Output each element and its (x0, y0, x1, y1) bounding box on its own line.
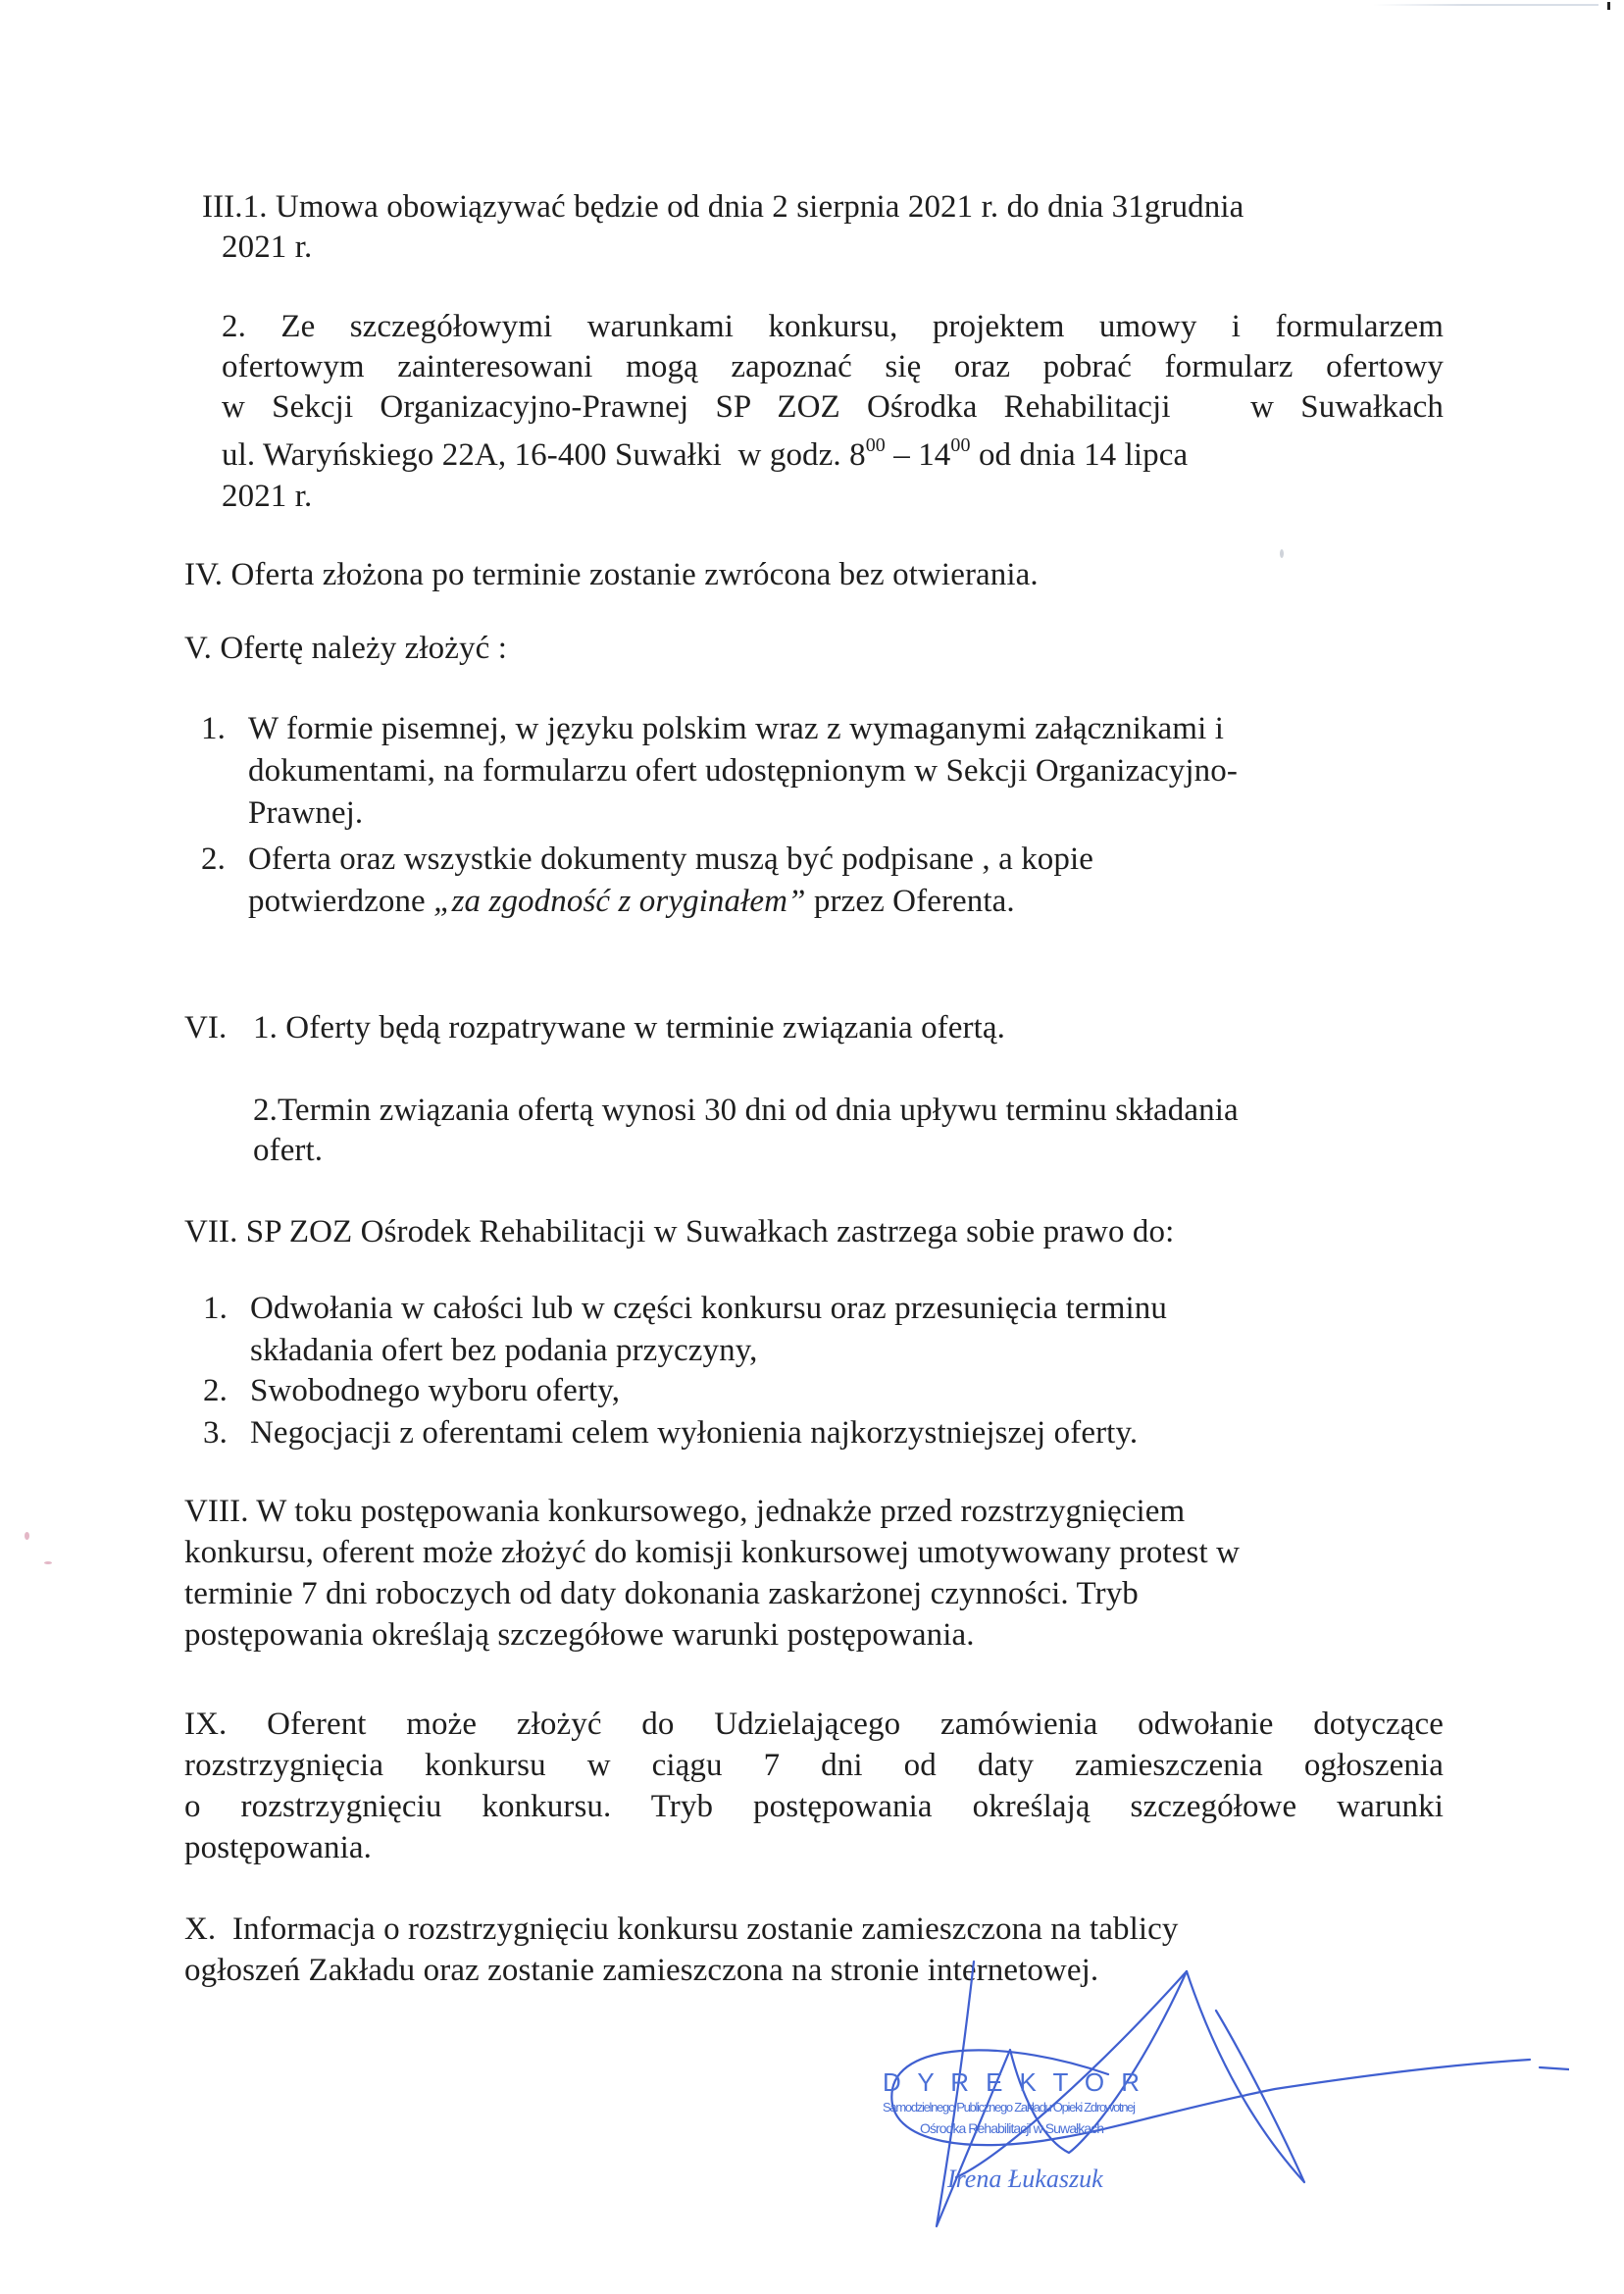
section-iii-item2-line4 (222, 434, 1188, 477)
section-viii-line4: postępowania określają szczegółowe warunki postępowania. (184, 1617, 975, 1653)
section-v-item1 (201, 708, 1238, 835)
section-v-item1-number: 1. (201, 711, 226, 746)
section-iii-item1-line2: 2021 r. (222, 229, 313, 265)
by-bidder-text: przez Oferenta. (805, 884, 1015, 919)
section-vii-item3-text (250, 1412, 1138, 1454)
confirm-text: potwierdzone (248, 884, 434, 919)
section-vii-item2-text (250, 1370, 620, 1412)
stamp-line2: Ośrodka Rehabilitacji w Suwałkach (920, 2120, 1104, 2136)
section-iii-item2-line2: ofertowym zainteresowani mogą zapoznać się oraz pobrać formularz ofertowy (222, 349, 1444, 384)
section-x-line2: ogłoszeń Zakładu oraz zostanie zamieszczona na stronie internetowej. (184, 1953, 1099, 1988)
section-vi-item1: 1. Oferty będą rozpatrywane w terminie związania ofertą. (253, 1010, 1005, 1045)
section-iii-item2-line3: w Sekcji Organizacyjno-Prawnej SP ZOZ Ośrodka Rehabilitacji w Suwałkach (222, 389, 1444, 425)
section-vii-item3-line1: Negocjacji z oferentami celem wyłonienia najkorzystniejszej oferty. (250, 1415, 1139, 1451)
section-ix-line3: o rozstrzygnięciu konkursu. Tryb postępowania określają szczegółowe warunki (184, 1789, 1444, 1824)
section-x-line1: X. Informacja o rozstrzygnięciu konkursu zostanie zamieszczona na tablicy (184, 1912, 1179, 1947)
section-iii-item1-line1: III.1. Umowa obowiązywać będzie od dnia 2 sierpnia 2021 r. do dnia 31grudnia (202, 189, 1244, 225)
section-v-item2 (201, 839, 1093, 923)
section-v-item1-text (248, 708, 1238, 835)
section-v-item1-line3: Prawnej. (248, 795, 364, 831)
section-vii-item2-number: 2. (203, 1373, 228, 1408)
director-stamp-signature (863, 1942, 1569, 2256)
hour-end-superscript: 00 (950, 434, 971, 456)
scan-speck (44, 1561, 52, 1564)
section-vi-item2-line1: 2.Termin związania ofertą wynosi 30 dni od dnia upływu terminu składania (253, 1093, 1239, 1128)
section-vii-item1-line2: składania ofert bez podania przyczyny, (250, 1333, 758, 1368)
section-ix-line4: postępowania. (184, 1830, 373, 1865)
section-v-item2-line1: Oferta oraz wszystkie dokumenty muszą być podpisane , a kopie (248, 841, 1094, 877)
section-vii-item2 (203, 1370, 620, 1412)
section-vii-item1-line1: Odwołania w całości lub w części konkursu oraz przesunięcia terminu (250, 1291, 1167, 1326)
section-viii-line1: VIII. W toku postępowania konkursowego, jednakże przed rozstrzygnięciem (184, 1494, 1186, 1529)
date-text: od dnia 14 lipca (970, 437, 1189, 473)
scan-edge-artifact (1373, 4, 1599, 6)
section-iii-item2-line1: 2. Ze szczegółowymi warunkami konkursu, projektem umowy i formularzem (222, 309, 1444, 344)
hour-dash: – 14 (885, 437, 951, 473)
section-iv-text: IV. Oferta złożona po terminie zostanie zwrócona bez otwierania. (184, 557, 1039, 592)
certified-copy-phrase: „za zgodność z oryginałem” (433, 884, 806, 919)
scan-mark-artifact (1607, 2, 1610, 10)
hour-start-superscript: 00 (865, 434, 886, 456)
section-ix-line1: IX. Oferent może złożyć do Udzielającego zamówienia odwołanie dotyczące (184, 1707, 1444, 1742)
section-vii-heading: VII. SP ZOZ Ośrodek Rehabilitacji w Suwałkach zastrzega sobie prawo do: (184, 1214, 1175, 1249)
section-v-item1-line2: dokumentami, na formularzu ofert udostępnionym w Sekcji Organizacyjno- (248, 753, 1238, 789)
section-v-item1-line1: W formie pisemnej, w języku polskim wraz z wymaganymi załącznikami i (248, 711, 1224, 746)
section-ix-line2: rozstrzygnięcia konkursu w ciągu 7 dni od daty zamieszczenia ogłoszenia (184, 1748, 1444, 1783)
section-v-item2-text (248, 839, 1093, 923)
section-v-item2-line2 (248, 881, 1093, 923)
section-vii-item1-number: 1. (203, 1291, 228, 1326)
stamp-title: D Y R E K T O R (883, 2067, 1140, 2097)
address-text: ul. Waryńskiego 22A, 16-400 Suwałki w godz. 8 (222, 437, 866, 473)
section-iii-item2-line5: 2021 r. (222, 479, 313, 514)
section-viii-line3: terminie 7 dni roboczych od daty dokonania zaskarżonej czynności. Tryb (184, 1576, 1139, 1611)
scan-speck (1280, 549, 1284, 558)
section-v-item2-number: 2. (201, 841, 226, 877)
section-vi-label: VI. (184, 1010, 228, 1045)
section-vii-item1-text (250, 1288, 1167, 1372)
section-vii-item3 (203, 1412, 1138, 1454)
section-vii-item3-number: 3. (203, 1415, 228, 1451)
scan-speck (25, 1532, 29, 1540)
section-vi-item2-line2: ofert. (253, 1133, 324, 1168)
section-v-heading: V. Ofertę należy złożyć : (184, 631, 507, 666)
stamp-line1: Samodzielnego Publicznego Zakładu Opieki Zdrowotnej (883, 2100, 1136, 2115)
section-viii-line2: konkursu, oferent może złożyć do komisji konkursowej umotywowany protest w (184, 1535, 1241, 1570)
section-vii-item1 (203, 1288, 1167, 1372)
stamp-director-name: Irena Łukaszuk (947, 2165, 1103, 2193)
section-vii-item2-line1: Swobodnego wyboru oferty, (250, 1373, 621, 1408)
